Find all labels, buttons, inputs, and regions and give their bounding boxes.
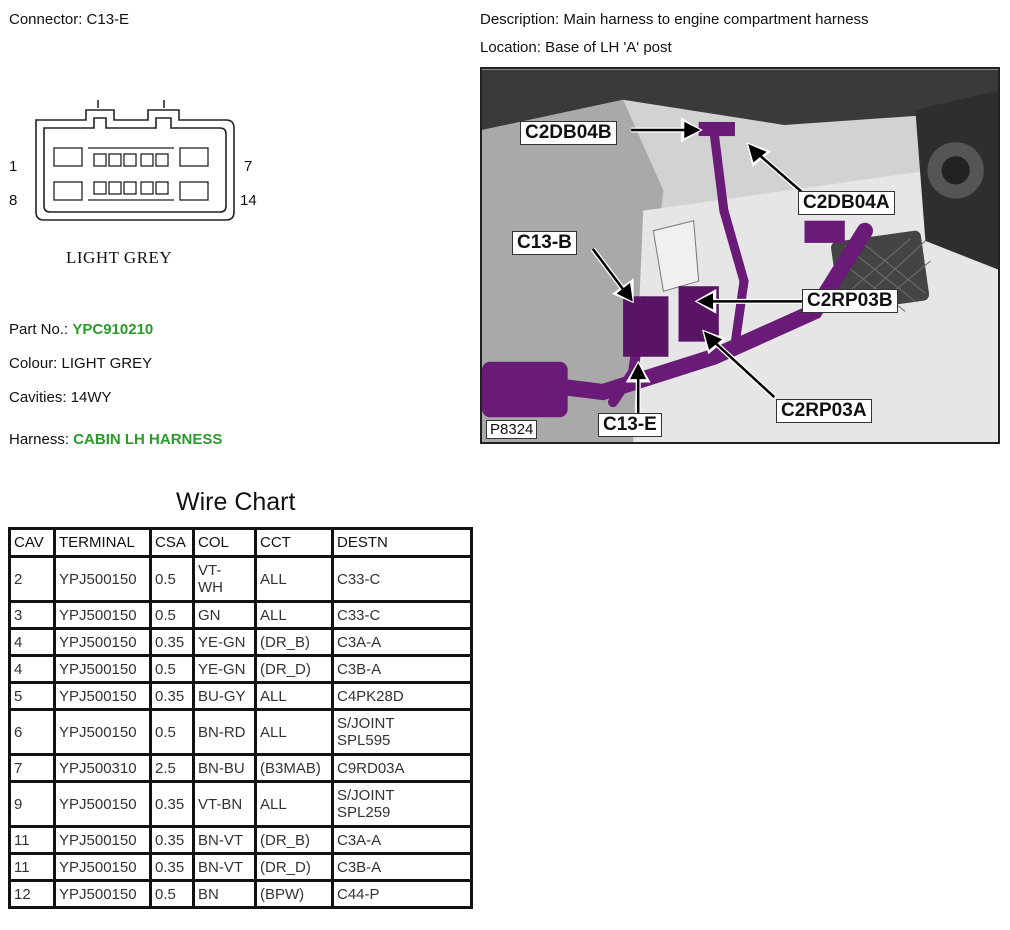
cell-terminal: YPJ500150: [55, 710, 151, 755]
cell-cct: ALL: [256, 602, 333, 629]
cell-csa: 0.5: [151, 602, 194, 629]
part-no-link[interactable]: YPC910210: [72, 321, 154, 338]
cell-csa: 0.35: [151, 683, 194, 710]
cell-col: BN-VT: [194, 827, 256, 854]
header-cav: CAV: [10, 529, 55, 557]
cell-cav: 4: [10, 629, 55, 656]
wire-row: [10, 656, 472, 683]
wire-chart-title: Wire Chart: [176, 488, 296, 516]
cell-terminal: YPJ500150: [55, 827, 151, 854]
cell-cav: 3: [10, 602, 55, 629]
description-value: Main harness to engine compartment harness: [563, 11, 869, 28]
cell-cav: 11: [10, 854, 55, 881]
colour-line: [9, 355, 152, 372]
cell-terminal: YPJ500150: [55, 854, 151, 881]
connector-colour-caption: LIGHT GREY: [66, 248, 173, 267]
cell-terminal: YPJ500150: [55, 683, 151, 710]
cell-cct: ALL: [256, 782, 333, 827]
cell-csa: 0.35: [151, 854, 194, 881]
wire-row: [10, 683, 472, 710]
callout-c2rp03b: C2RP03B: [802, 289, 898, 313]
cavities-label: Cavities:: [9, 389, 67, 406]
cell-terminal: YPJ500150: [55, 782, 151, 827]
cell-csa: 0.5: [151, 710, 194, 755]
harness-line: [9, 431, 222, 448]
cell-col: VT- WH: [194, 557, 256, 602]
cell-col: BN-BU: [194, 755, 256, 782]
cell-destn: C33-C: [333, 602, 472, 629]
pin-label-left-top: 1: [9, 158, 18, 175]
wire-row: [10, 602, 472, 629]
cell-cct: ALL: [256, 710, 333, 755]
cell-col: YE-GN: [194, 629, 256, 656]
cell-col: VT-BN: [194, 782, 256, 827]
cell-csa: 0.5: [151, 557, 194, 602]
cell-destn: C4PK28D: [333, 683, 472, 710]
cell-col: GN: [194, 602, 256, 629]
cell-cav: 11: [10, 827, 55, 854]
cell-destn: C9RD03A: [333, 755, 472, 782]
cell-csa: 0.35: [151, 827, 194, 854]
cell-csa: 0.5: [151, 881, 194, 908]
cell-terminal: YPJ500150: [55, 629, 151, 656]
pin-label-left-bottom: 8: [9, 192, 18, 209]
wire-row: [10, 827, 472, 854]
header-csa: CSA: [151, 529, 194, 557]
location-value: Base of LH 'A' post: [545, 39, 672, 56]
cell-cav: 5: [10, 683, 55, 710]
connector-face-diagram: [9, 100, 264, 270]
cell-cav: 7: [10, 755, 55, 782]
cell-cav: 4: [10, 656, 55, 683]
cell-destn: S/JOINT SPL259: [333, 782, 472, 827]
cell-destn: C33-C: [333, 557, 472, 602]
cell-terminal: YPJ500150: [55, 656, 151, 683]
colour-label: Colour:: [9, 355, 58, 372]
wire-chart-table: [8, 527, 473, 909]
wire-chart-body: [10, 557, 472, 908]
cell-cct: (B3MAB): [256, 755, 333, 782]
part-no-label: Part No.:: [9, 321, 69, 338]
cell-destn: C44-P: [333, 881, 472, 908]
harness-label: Harness:: [9, 431, 70, 448]
header-col: COL: [194, 529, 256, 557]
colour-value: LIGHT GREY: [61, 355, 153, 372]
cell-destn: C3B-A: [333, 854, 472, 881]
cell-cav: 6: [10, 710, 55, 755]
location-line: [480, 39, 672, 56]
cell-cct: (DR_D): [256, 656, 333, 683]
cell-cct: (BPW): [256, 881, 333, 908]
pin-label-right-top: 7: [244, 158, 253, 175]
connector-label: Connector: C13-E: [9, 11, 130, 28]
wire-row: [10, 782, 472, 827]
part-no-line: [9, 321, 153, 338]
cell-col: YE-GN: [194, 656, 256, 683]
wire-row: [10, 854, 472, 881]
wire-row: [10, 629, 472, 656]
cell-cct: ALL: [256, 557, 333, 602]
cell-cct: ALL: [256, 683, 333, 710]
cell-csa: 2.5: [151, 755, 194, 782]
cell-csa: 0.35: [151, 629, 194, 656]
cell-destn: S/JOINT SPL595: [333, 710, 472, 755]
cell-csa: 0.35: [151, 782, 194, 827]
wire-chart-header-row: [10, 529, 472, 557]
cell-col: BN: [194, 881, 256, 908]
callout-c2rp03a: C2RP03A: [776, 399, 872, 423]
cell-destn: C3A-A: [333, 629, 472, 656]
cell-destn: C3B-A: [333, 656, 472, 683]
cell-col: BN-VT: [194, 854, 256, 881]
cell-terminal: YPJ500150: [55, 602, 151, 629]
cell-cct: (DR_B): [256, 827, 333, 854]
cell-terminal: YPJ500150: [55, 557, 151, 602]
cell-terminal: YPJ500150: [55, 881, 151, 908]
wire-row: [10, 710, 472, 755]
callout-c13-e: C13-E: [598, 413, 662, 437]
wire-row: [10, 881, 472, 908]
cell-destn: C3A-A: [333, 827, 472, 854]
header-terminal: TERMINAL: [55, 529, 151, 557]
description-label: Description:: [480, 11, 560, 28]
connector-face-drawing: [14, 100, 264, 270]
harness-link[interactable]: CABIN LH HARNESS: [73, 431, 223, 448]
wire-row: [10, 557, 472, 602]
cell-col: BU-GY: [194, 683, 256, 710]
location-label: Location:: [480, 39, 541, 56]
cavities-value: 14WY: [70, 389, 112, 406]
wire-row: [10, 755, 472, 782]
cell-cct: (DR_B): [256, 629, 333, 656]
header-cct: CCT: [256, 529, 333, 557]
cell-terminal: YPJ500310: [55, 755, 151, 782]
description-line: [480, 11, 869, 28]
callout-c2db04a: C2DB04A: [798, 191, 895, 215]
cell-cav: 9: [10, 782, 55, 827]
cell-cct: (DR_D): [256, 854, 333, 881]
cell-cav: 2: [10, 557, 55, 602]
cell-col: BN-RD: [194, 710, 256, 755]
cavities-line: [9, 389, 112, 406]
callout-c13-b: C13-B: [512, 231, 577, 255]
callout-c2db04b: C2DB04B: [520, 121, 617, 145]
pin-label-right-bottom: 14: [240, 192, 257, 209]
photo-id-label: P8324: [486, 420, 537, 439]
header-destn: DESTN: [333, 529, 472, 557]
cell-cav: 12: [10, 881, 55, 908]
cell-csa: 0.5: [151, 656, 194, 683]
location-photo: [480, 67, 1000, 444]
